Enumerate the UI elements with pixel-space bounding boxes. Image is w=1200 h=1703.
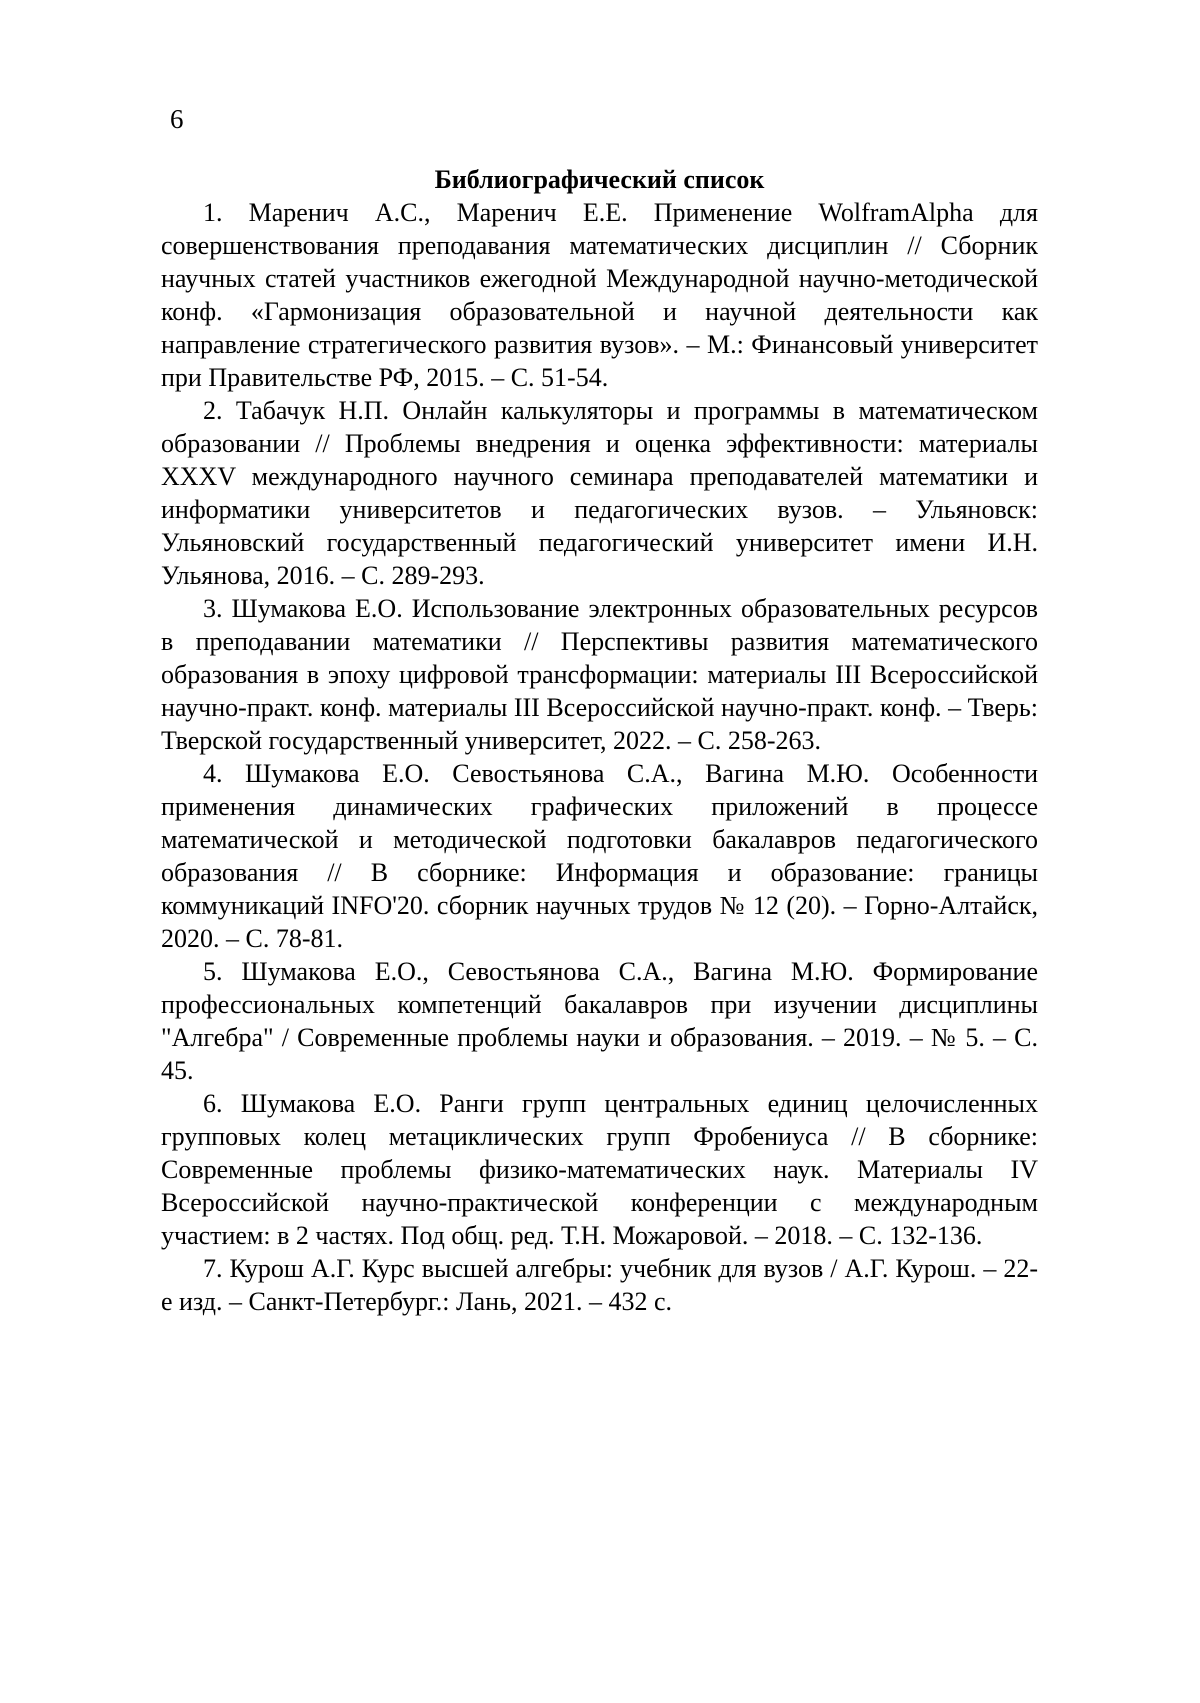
bibliography-section: [161, 163, 1038, 1318]
reference-item: 2. Табачук Н.П. Онлайн калькуляторы и программы в математическом образовании // Проблемы внедрения и оценка эффективности: материалы XXXV международного научного семинара преподавателей математики и информатики университетов и педагогических вузов. – Ульяновск: Ульяновский государственный педагогический университет имени И.Н. Ульянова, 2016. – С. 289-293.: [161, 396, 1038, 590]
reference-item: 4. Шумакова Е.О. Севостьянова С.А., Вагина М.Ю. Особенности применения динамических графических приложений в процессе математической и методической подготовки бакалавров педагогического образования // В сборнике: Информация и образование: границы коммуникаций INFO'20. сборник научных трудов № 12 (20). – Горно-Алтайск, 2020. – С. 78-81.: [161, 759, 1038, 953]
reference-item: 3. Шумакова Е.О. Использование электронных образовательных ресурсов в преподавании математики // Перспективы развития математического образования в эпоху цифровой трансформации: материалы III Всероссийской научно-практ. конф. материалы III Всероссийской научно-практ. конф. – Тверь: Тверской государственный университет, 2022. – С. 258-263.: [161, 594, 1038, 755]
page-number: 6: [170, 104, 184, 134]
section-title: Библиографический список: [434, 165, 765, 194]
reference-item: 5. Шумакова Е.О., Севостьянова С.А., Вагина М.Ю. Формирование профессиональных компетенций бакалавров при изучении дисциплины "Алгебра" / Современные проблемы науки и образования. – 2019. – № 5. – С. 45.: [161, 957, 1038, 1085]
reference-item: 6. Шумакова Е.О. Ранги групп центральных единиц целочисленных групповых колец метациклических групп Фробениуса // В сборнике: Современные проблемы физико-математических наук. Материалы IV Всероссийской научно-практической конференции с международным участием: в 2 частях. Под общ. ред. Т.Н. Можаровой. – 2018. – С. 132-136.: [161, 1089, 1038, 1250]
reference-item: 7. Курош А.Г. Курс высшей алгебры: учебник для вузов / А.Г. Курош. – 22-е изд. – Санкт-Петербург.: Лань, 2021. – 432 с.: [161, 1254, 1038, 1316]
reference-item: 1. Маренич А.С., Маренич Е.Е. Применение WolframAlpha для совершенствования преподавания математических дисциплин // Сборник научных статей участников ежегодной Международной научно-методической конф. «Гармонизация образовательной и научной деятельности как направление стратегического развития вузов». – М.: Финансовый университет при Правительстве РФ, 2015. – С. 51-54.: [161, 198, 1038, 392]
